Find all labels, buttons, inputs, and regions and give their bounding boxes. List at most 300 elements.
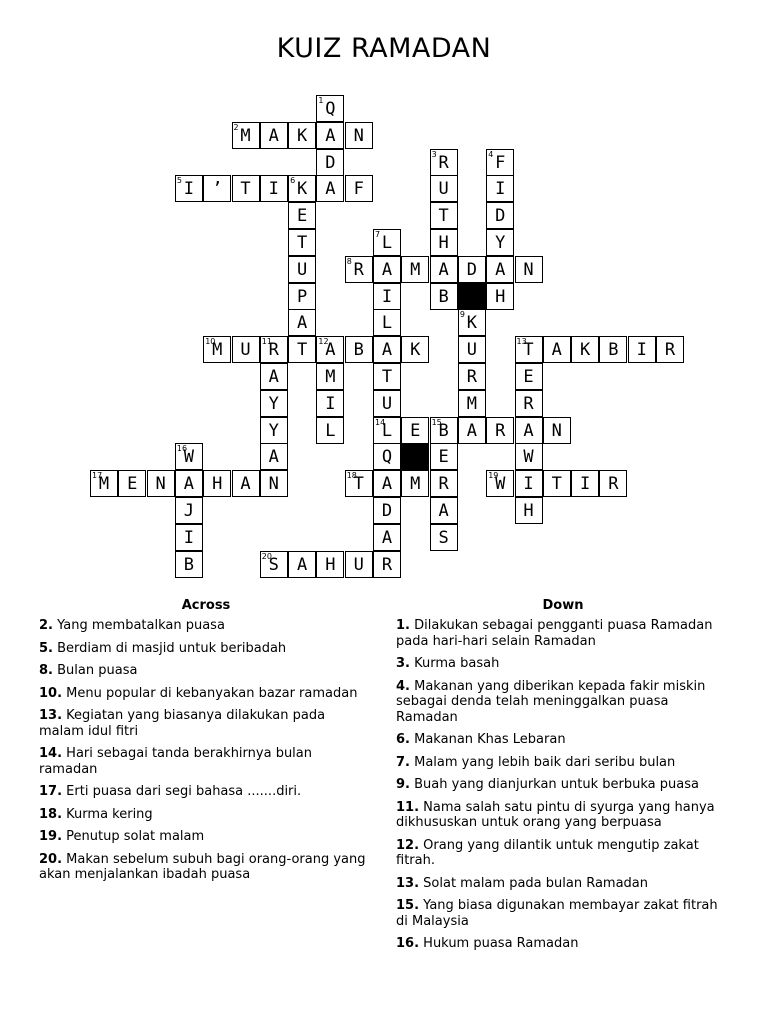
- cell-letter: I: [183, 179, 195, 200]
- clue-number: 4: [488, 149, 494, 159]
- crossword-cell[interactable]: [515, 390, 543, 417]
- cell-letter: A: [495, 259, 506, 280]
- cell-letter: R: [466, 367, 478, 387]
- cell-letter: T: [353, 474, 364, 495]
- cell-letter: A: [325, 340, 336, 361]
- crossword-cell[interactable]: [288, 283, 316, 310]
- crossword-cell[interactable]: [486, 175, 514, 202]
- crossword-cell[interactable]: [486, 229, 514, 256]
- cell-letter: S: [268, 554, 279, 575]
- crossword-cell[interactable]: [373, 551, 401, 578]
- cell-letter: M: [98, 474, 110, 495]
- clue-number: 10: [205, 337, 216, 347]
- clue-number: 2: [233, 122, 239, 132]
- crossword-cell[interactable]: [430, 256, 458, 283]
- crossword-cell[interactable]: [571, 470, 599, 497]
- crossword-cell[interactable]: [316, 363, 344, 390]
- crossword-cell[interactable]: [515, 497, 543, 524]
- crossword-cell[interactable]: [288, 122, 316, 149]
- cell-letter: A: [325, 125, 336, 146]
- clue-text: Makan sebelum subuh bagi orang-orang yang akan menjalankan ibadah puasa: [39, 851, 366, 882]
- cell-letter: B: [183, 554, 195, 575]
- clue-num: 19.: [39, 829, 63, 844]
- cell-letter: E: [127, 474, 138, 495]
- across-clue: [39, 784, 373, 800]
- crossword-cell[interactable]: [458, 309, 486, 336]
- crossword-cell[interactable]: [599, 470, 627, 497]
- cell-letter: A: [268, 447, 279, 468]
- cell-letter: J: [183, 501, 195, 521]
- crossword-cell[interactable]: [543, 336, 571, 363]
- cell-letter: R: [381, 554, 393, 575]
- cell-letter: N: [155, 474, 166, 495]
- down-clue: [396, 838, 730, 869]
- clue-num: 8.: [39, 663, 53, 678]
- cell-letter: A: [296, 313, 308, 334]
- clue-number: 6: [290, 176, 296, 186]
- cell-letter: M: [410, 259, 421, 280]
- cell-letter: L: [325, 420, 336, 441]
- clue-text: Malam yang lebih baik dari seribu bulan: [414, 754, 676, 770]
- clue-text: Kurma basah: [414, 656, 500, 671]
- cell-letter: Y: [268, 393, 279, 414]
- crossword-cell[interactable]: [260, 417, 288, 444]
- crossword-cell[interactable]: [486, 149, 514, 176]
- clue-text: Erti puasa dari segi bahasa .......diri.: [66, 784, 302, 799]
- crossword-cell[interactable]: [373, 470, 401, 497]
- clue-number: 18: [346, 471, 357, 481]
- clue-text: Makanan Khas Lebaran: [414, 732, 566, 747]
- cell-letter: I: [381, 286, 393, 307]
- clue-text: Orang yang dilantik untuk mengutip zakat fitrah.: [396, 837, 699, 868]
- crossword-cell[interactable]: [316, 551, 344, 578]
- crossword-cell[interactable]: [316, 149, 344, 176]
- clue-number: 1: [318, 96, 324, 105]
- down-heading: Down: [542, 598, 584, 613]
- crossword-cell[interactable]: [175, 524, 203, 551]
- crossword-cell[interactable]: [515, 363, 543, 390]
- crossword-cell[interactable]: [90, 470, 118, 497]
- clue-number: 13: [516, 337, 527, 347]
- crossword-cell[interactable]: [232, 175, 260, 202]
- crossword-cell[interactable]: [260, 470, 288, 497]
- cell-letter: B: [608, 340, 619, 361]
- crossword-cell[interactable]: [175, 497, 203, 524]
- crossword-cell[interactable]: [543, 470, 571, 497]
- clue-number: 16: [176, 444, 188, 454]
- across-clue: [39, 686, 373, 702]
- cell-letter: W: [183, 447, 195, 468]
- clue-num: 14.: [39, 746, 63, 761]
- cell-letter: D: [495, 206, 506, 227]
- crossword-cell[interactable]: [260, 363, 288, 390]
- cell-letter: K: [466, 313, 478, 334]
- crossword-cell[interactable]: [232, 122, 260, 149]
- clue-text: Nama salah satu pintu di syurga yang hanya dikhususkan untuk orang yang berpuasa: [396, 799, 715, 830]
- cell-letter: K: [296, 125, 308, 146]
- clue-number: 14: [375, 417, 386, 427]
- crossword-cell[interactable]: [288, 309, 316, 336]
- cell-letter: T: [438, 206, 449, 227]
- cell-letter: A: [296, 554, 308, 575]
- cell-letter: L: [381, 313, 393, 334]
- cell-letter: Y: [268, 420, 279, 441]
- crossword-cell[interactable]: [175, 470, 203, 497]
- crossword-cell[interactable]: [260, 390, 288, 417]
- down-clue: [396, 618, 730, 649]
- crossword-cell[interactable]: [288, 229, 316, 256]
- blocked-cell: [401, 443, 429, 470]
- across-clue: [39, 807, 373, 823]
- clue-number: 3: [431, 149, 437, 159]
- crossword-cell[interactable]: [486, 202, 514, 229]
- across-clue: [39, 663, 373, 679]
- crossword-cell[interactable]: [373, 283, 401, 310]
- crossword-cell[interactable]: [458, 390, 486, 417]
- crossword-cell[interactable]: [373, 497, 401, 524]
- crossword-cell[interactable]: [345, 122, 373, 149]
- crossword-cell[interactable]: [203, 175, 231, 202]
- cell-letter: U: [438, 179, 449, 200]
- down-clue: [396, 777, 730, 793]
- crossword-cell[interactable]: [345, 551, 373, 578]
- cell-letter: D: [325, 152, 336, 173]
- cell-letter: R: [495, 420, 506, 441]
- clue-num: 1.: [396, 618, 410, 633]
- cell-letter: Q: [381, 447, 393, 468]
- cell-letter: T: [296, 233, 308, 253]
- crossword-cell[interactable]: [232, 336, 260, 363]
- clue-text: Hari sebagai tanda berakhirnya bulan ramadan: [39, 746, 313, 777]
- crossword-cell[interactable]: [486, 283, 514, 310]
- crossword-cell[interactable]: [260, 443, 288, 470]
- crossword-cell[interactable]: [203, 470, 231, 497]
- clue-num: 6.: [396, 732, 410, 747]
- across-clue: [39, 618, 373, 634]
- clue-number: 5: [176, 176, 182, 186]
- crossword-cell[interactable]: [515, 443, 543, 470]
- cell-letter: L: [381, 233, 393, 253]
- crossword-cell[interactable]: [175, 551, 203, 578]
- clue-num: 12.: [396, 837, 420, 853]
- crossword-cell[interactable]: [345, 175, 373, 202]
- cell-letter: A: [551, 340, 562, 361]
- crossword-cell[interactable]: [401, 336, 429, 363]
- crossword-cell[interactable]: [401, 470, 429, 497]
- clue-text: Penutup solat malam: [66, 829, 205, 844]
- clue-text: Yang biasa digunakan membayar zakat fitrah di Malaysia: [396, 898, 718, 929]
- crossword-cell[interactable]: [316, 417, 344, 444]
- crossword-cell[interactable]: [373, 390, 401, 417]
- cell-letter: W: [495, 474, 506, 495]
- crossword-cell[interactable]: [288, 175, 316, 202]
- clue-num: 18.: [39, 806, 63, 822]
- crossword-cell[interactable]: [401, 417, 429, 444]
- clue-text: Kurma kering: [66, 806, 153, 822]
- crossword-cell[interactable]: [486, 470, 514, 497]
- clue-text: Hukum puasa Ramadan: [423, 936, 579, 951]
- clue-text: Dilakukan sebagai pengganti puasa Ramadan pada hari-hari selain Ramadan: [396, 618, 713, 649]
- crossword-cell[interactable]: [147, 470, 175, 497]
- cell-letter: D: [466, 259, 478, 280]
- cell-letter: ’: [212, 179, 223, 200]
- crossword-cell[interactable]: [401, 256, 429, 283]
- down-clue: [396, 656, 730, 672]
- clue-num: 7.: [396, 754, 410, 770]
- cell-letter: T: [523, 340, 534, 361]
- cell-letter: A: [183, 474, 195, 495]
- crossword-cell[interactable]: [628, 336, 656, 363]
- crossword-cell[interactable]: [373, 363, 401, 390]
- cell-letter: R: [268, 340, 279, 361]
- clue-text: Buah yang dianjurkan untuk berbuka puasa: [414, 777, 699, 792]
- cell-letter: U: [240, 340, 251, 361]
- crossword-cell[interactable]: [486, 256, 514, 283]
- clue-text: Bulan puasa: [57, 663, 138, 678]
- cell-letter: T: [381, 367, 393, 387]
- cell-letter: P: [296, 286, 308, 307]
- crossword-cell[interactable]: [203, 336, 231, 363]
- cell-letter: B: [353, 340, 364, 361]
- cell-letter: A: [438, 259, 449, 280]
- cell-letter: R: [353, 259, 364, 280]
- clue-number: 15: [431, 417, 442, 427]
- cell-letter: R: [523, 393, 534, 414]
- clue-num: 3.: [396, 656, 410, 671]
- cell-letter: K: [410, 340, 421, 361]
- cell-letter: A: [381, 527, 393, 548]
- crossword-cell[interactable]: [373, 309, 401, 336]
- clue-num: 16.: [396, 936, 420, 951]
- crossword-cell[interactable]: [656, 336, 684, 363]
- crossword-cell[interactable]: [373, 256, 401, 283]
- cell-letter: K: [296, 179, 308, 200]
- crossword-cell[interactable]: [260, 551, 288, 578]
- crossword-cell[interactable]: [458, 363, 486, 390]
- crossword-cell[interactable]: [458, 336, 486, 363]
- crossword-cell[interactable]: [175, 175, 203, 202]
- crossword-cell[interactable]: [515, 336, 543, 363]
- clue-num: 2.: [39, 618, 53, 633]
- cell-letter: R: [664, 340, 676, 361]
- cell-letter: T: [240, 179, 251, 200]
- cell-letter: T: [551, 474, 562, 495]
- crossword-cell[interactable]: [458, 417, 486, 444]
- clue-number: 9: [459, 310, 465, 320]
- cell-letter: A: [438, 501, 449, 521]
- crossword-cell[interactable]: [430, 417, 458, 444]
- crossword-cell[interactable]: [430, 175, 458, 202]
- cell-letter: M: [212, 340, 223, 361]
- clue-text: Yang membatalkan puasa: [57, 618, 225, 633]
- cell-letter: D: [381, 501, 393, 521]
- cell-letter: U: [353, 554, 364, 575]
- crossword-cell[interactable]: [260, 122, 288, 149]
- cell-letter: N: [353, 125, 364, 146]
- crossword-cell[interactable]: [430, 524, 458, 551]
- crossword-cell[interactable]: [373, 524, 401, 551]
- crossword-cell[interactable]: [316, 390, 344, 417]
- clue-num: 5.: [39, 640, 53, 656]
- clue-num: 20.: [39, 851, 63, 867]
- across-heading: Across: [181, 598, 231, 613]
- clue-number: 7: [375, 230, 381, 239]
- cell-letter: Y: [495, 233, 506, 253]
- clue-number: 20: [261, 551, 272, 561]
- clue-num: 17.: [39, 784, 63, 799]
- clue-num: 11.: [396, 799, 420, 815]
- crossword-cell[interactable]: [260, 336, 288, 363]
- cell-letter: F: [495, 152, 506, 173]
- cell-letter: R: [438, 152, 449, 173]
- down-clues: [396, 598, 730, 959]
- crossword-cell[interactable]: [430, 229, 458, 256]
- down-clue: [396, 876, 730, 892]
- cell-letter: T: [296, 340, 308, 361]
- cell-letter: U: [466, 340, 478, 361]
- across-clues: [39, 598, 373, 890]
- down-clue: [396, 732, 730, 748]
- down-clue: [396, 800, 730, 831]
- cell-letter: N: [523, 259, 534, 280]
- cell-letter: K: [579, 340, 591, 361]
- crossword-cell[interactable]: [430, 283, 458, 310]
- across-clue: [39, 852, 373, 883]
- across-clue: [39, 829, 373, 845]
- cell-letter: A: [268, 125, 279, 146]
- across-clue: [39, 641, 373, 657]
- cell-letter: A: [381, 259, 393, 280]
- crossword-cell[interactable]: [345, 470, 373, 497]
- crossword-cell[interactable]: [515, 417, 543, 444]
- crossword-cell[interactable]: [571, 336, 599, 363]
- cell-letter: M: [240, 125, 251, 146]
- crossword-cell[interactable]: [515, 256, 543, 283]
- page-title: KUIZ RAMADAN: [276, 33, 492, 64]
- cell-letter: I: [523, 474, 534, 495]
- cell-letter: A: [325, 179, 336, 200]
- clue-text: Berdiam di masjid untuk beribadah: [57, 640, 287, 656]
- cell-letter: F: [353, 179, 364, 200]
- clue-number: 11: [261, 337, 272, 347]
- clue-number: 12: [318, 337, 329, 347]
- clue-num: 13.: [39, 708, 63, 723]
- cell-letter: A: [381, 474, 393, 495]
- clue-text: Menu popular di kebanyakan bazar ramadan: [66, 685, 358, 701]
- crossword-cell[interactable]: [373, 336, 401, 363]
- cell-letter: Q: [325, 99, 336, 119]
- crossword-cell[interactable]: [373, 443, 401, 470]
- crossword-cell[interactable]: [232, 470, 260, 497]
- cell-letter: U: [296, 259, 308, 280]
- clue-num: 4.: [396, 678, 410, 694]
- cell-letter: H: [438, 233, 449, 253]
- crossword-cell[interactable]: [288, 551, 316, 578]
- clue-num: 13.: [396, 875, 420, 891]
- cell-letter: M: [466, 393, 478, 414]
- cell-letter: N: [268, 474, 279, 495]
- cell-letter: E: [523, 367, 534, 387]
- crossword-cell[interactable]: [316, 336, 344, 363]
- cell-letter: I: [495, 179, 506, 200]
- clue-num: 9.: [396, 777, 410, 792]
- crossword-cell[interactable]: [430, 149, 458, 176]
- cell-letter: A: [466, 420, 478, 441]
- crossword-cell[interactable]: [175, 443, 203, 470]
- cell-letter: I: [325, 393, 336, 414]
- down-clue: [396, 755, 730, 771]
- clue-num: 10.: [39, 685, 63, 701]
- across-clue: [39, 746, 373, 777]
- crossword-cell[interactable]: [118, 470, 146, 497]
- cell-letter: W: [523, 447, 534, 468]
- cell-letter: R: [608, 474, 619, 495]
- crossword-cell[interactable]: [430, 470, 458, 497]
- cell-letter: B: [438, 286, 449, 307]
- cell-letter: M: [325, 367, 336, 387]
- clue-number: 19: [488, 471, 499, 481]
- crossword-cell[interactable]: [345, 256, 373, 283]
- crossword-cell[interactable]: [316, 175, 344, 202]
- clue-text: Solat malam pada bulan Ramadan: [423, 875, 648, 891]
- crossword-cell[interactable]: [316, 95, 344, 122]
- cell-letter: E: [438, 447, 449, 468]
- crossword-cell[interactable]: [543, 417, 571, 444]
- cell-letter: I: [268, 179, 279, 200]
- cell-letter: U: [381, 393, 393, 414]
- cell-letter: S: [438, 527, 449, 548]
- cell-letter: A: [240, 474, 251, 495]
- cell-letter: M: [410, 474, 421, 495]
- down-clue: [396, 898, 730, 929]
- crossword-cell[interactable]: [288, 336, 316, 363]
- clue-text: Makanan yang diberikan kepada fakir miskin sebagai denda telah meninggalkan puasa Ramadan: [396, 678, 706, 725]
- cell-letter: N: [551, 420, 562, 441]
- crossword-cell[interactable]: [260, 175, 288, 202]
- cell-letter: H: [212, 474, 223, 495]
- blocked-cell: [458, 283, 486, 310]
- crossword-cell[interactable]: [345, 336, 373, 363]
- cell-letter: L: [381, 420, 393, 441]
- crossword-cell[interactable]: [458, 256, 486, 283]
- cell-letter: I: [183, 527, 195, 548]
- cell-letter: E: [296, 206, 308, 227]
- clue-num: 15.: [396, 898, 420, 913]
- cell-letter: A: [523, 420, 534, 441]
- crossword-cell[interactable]: [430, 202, 458, 229]
- crossword-cell[interactable]: [373, 229, 401, 256]
- across-clue: [39, 708, 373, 739]
- clue-number: 8: [346, 256, 352, 266]
- down-clue: [396, 679, 730, 726]
- cell-letter: I: [579, 474, 591, 495]
- cell-letter: R: [438, 474, 449, 495]
- cell-letter: H: [325, 554, 336, 575]
- cell-letter: A: [381, 340, 393, 361]
- crossword-cell[interactable]: [430, 497, 458, 524]
- crossword-cell[interactable]: [373, 417, 401, 444]
- crossword-cell[interactable]: [599, 336, 627, 363]
- crossword-cell[interactable]: [288, 256, 316, 283]
- crossword-cell[interactable]: [430, 443, 458, 470]
- cell-letter: I: [636, 340, 647, 361]
- crossword-cell[interactable]: [486, 417, 514, 444]
- crossword-cell[interactable]: [515, 470, 543, 497]
- crossword-cell[interactable]: [288, 202, 316, 229]
- cell-letter: A: [268, 367, 279, 387]
- cell-letter: H: [523, 501, 534, 521]
- crossword-cell[interactable]: [316, 122, 344, 149]
